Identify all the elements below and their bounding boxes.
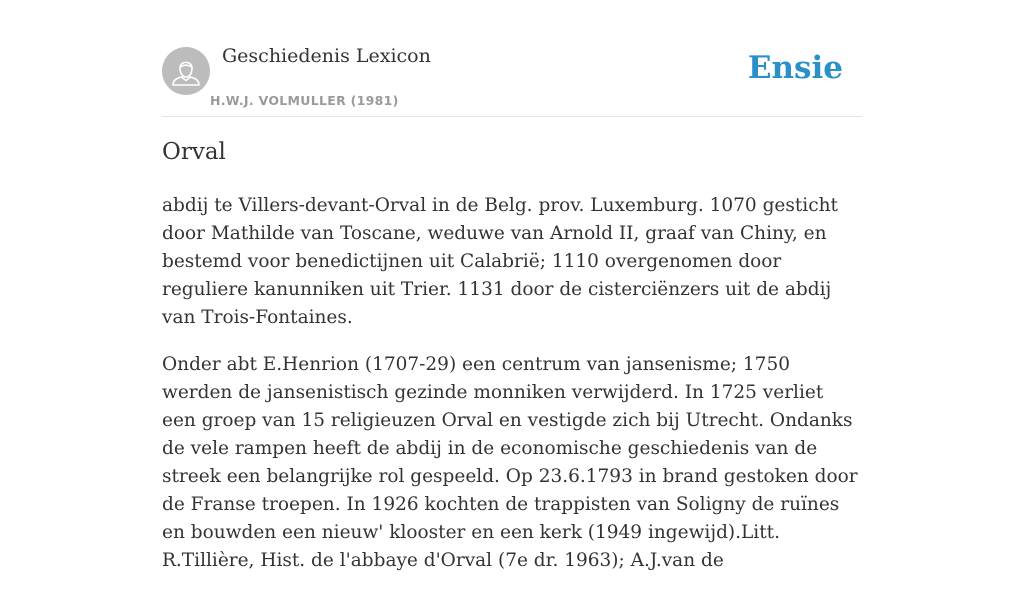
entry-title: Orval <box>162 139 226 165</box>
entry-body <box>162 192 862 594</box>
user-silhouette-icon <box>162 47 210 95</box>
entry-paragraph: Onder abt E.Henrion (1707-29) een centrum van jansenisme; 1750 werden de jansenistisch gezinde monniken verwijderd. In 1725 verliet een groep van 15 religieuzen Orval en vestigde zich bij Utrecht. Ondanks de vele rampen heeft de abdij in de economische geschiedenis van de streek een belangrijke rol gespeeld. Op 23.6.1793 in brand gestoken door de Franse troepen. In 1926 kochten de trappisten van Soligny de ruïnes en bouwden een nieuw' klooster en een kerk (1949 ingewijd).Litt. R.Tillière, Hist. de l'abbaye d'Orval (7e dr. 1963); A.J.van de <box>162 354 858 571</box>
source-title[interactable]: Geschiedenis Lexicon <box>222 45 431 67</box>
brand-logo[interactable]: Ensie <box>747 50 843 86</box>
source-author[interactable]: H.W.J. VOLMULLER (1981) <box>210 93 399 108</box>
article-page <box>162 0 862 571</box>
entry-paragraph: abdij te Villers-devant-Orval in de Belg. prov. Luxemburg. 1070 gesticht door Mathilde van Toscane, weduwe van Arnold II, graaf van Chiny, en bestemd voor benedictijnen uit Calabrië; 1110 overgenomen door reguliere kanunniken uit Trier. 1131 door de cisterciënzers uit de abdij van Trois-Fontaines. <box>162 195 838 328</box>
source-avatar[interactable] <box>162 47 210 95</box>
source-header <box>162 0 862 117</box>
